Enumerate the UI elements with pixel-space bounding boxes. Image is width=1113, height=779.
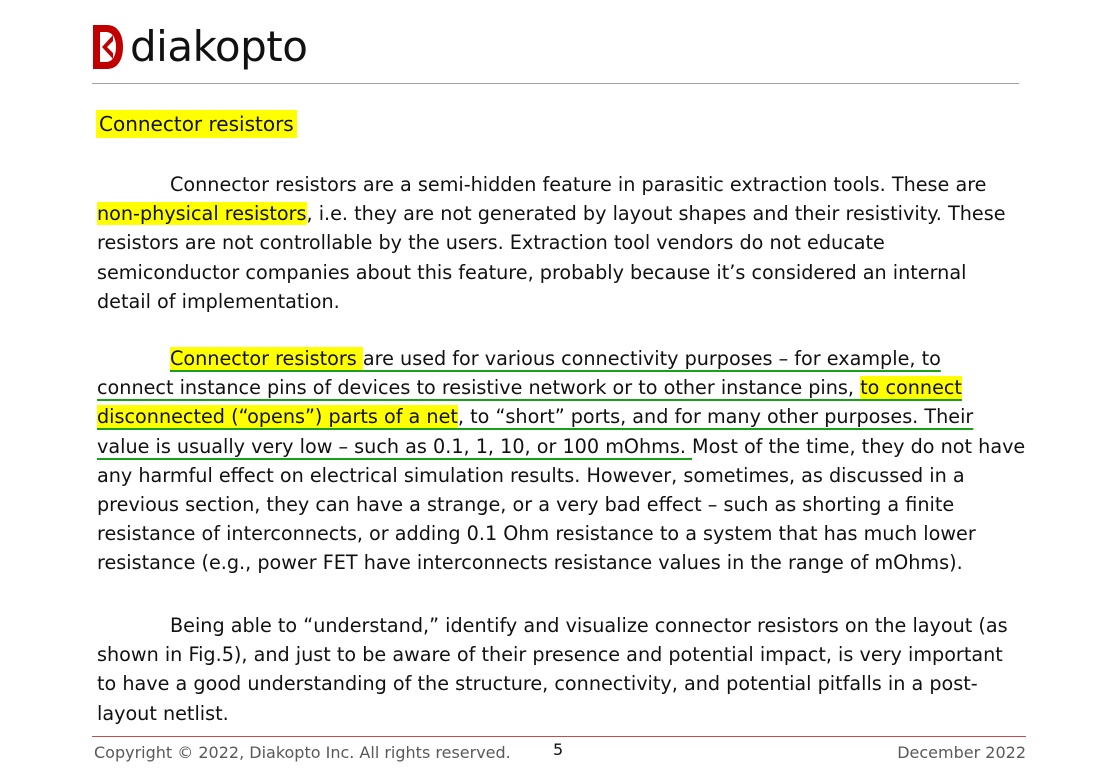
underlined-text: connect instance pins of devices to resistive network or to other instance pins, bbox=[97, 376, 861, 400]
underlined-text: , to “short” ports, and for many other purposes. Their bbox=[457, 405, 974, 429]
text-line: resistance of interconnects, or adding 0.1 Ohm resistance to a system that has much lower bbox=[97, 522, 976, 546]
header bbox=[90, 22, 307, 72]
text-line bbox=[97, 432, 1032, 461]
header-divider bbox=[92, 83, 1019, 84]
paragraph-3 bbox=[97, 611, 1032, 728]
paragraph-2 bbox=[97, 344, 1032, 578]
highlighted-underlined-text: to connect bbox=[860, 376, 962, 400]
text-line: detail of implementation. bbox=[97, 289, 340, 313]
text-line bbox=[97, 402, 1032, 431]
footer-date: December 2022 bbox=[897, 743, 1026, 762]
text-line: previous section, they can have a strange, or a very bad effect – such as shorting a finite bbox=[97, 492, 955, 516]
paragraph-1 bbox=[97, 170, 1032, 316]
underlined-text: are used for various connectivity purposes – for example, to bbox=[362, 347, 941, 370]
footer-copyright: Copyright © 2022, Diakopto Inc. All rights reserved. bbox=[94, 743, 511, 762]
text-line: resistance (e.g., power FET have interconnects resistance values in the range of mOhms). bbox=[97, 551, 963, 575]
text-line: shown in Fig.5), and just to be aware of their presence and potential impact, is very important bbox=[97, 643, 1003, 667]
highlighted-underlined-text: disconnected (“opens”) parts of a net bbox=[97, 405, 458, 429]
underlined-text: value is usually very low – such as 0.1, 1, 10, or 100 mOhms. bbox=[97, 434, 693, 458]
page-number: 5 bbox=[553, 740, 564, 759]
text-line bbox=[97, 373, 1032, 402]
text-line: Connector resistors are a semi-hidden feature in parasitic extraction tools. These are bbox=[170, 173, 987, 196]
text-line: semiconductor companies about this feature, probably because it’s considered an internal bbox=[97, 260, 967, 284]
highlighted-underlined-text: Connector resistors bbox=[170, 347, 363, 370]
highlighted-text: non-physical resistors bbox=[97, 202, 307, 226]
text-line: any harmful effect on electrical simulation results. However, sometimes, as discussed in a bbox=[97, 463, 965, 487]
section-title: Connector resistors bbox=[96, 110, 297, 138]
text-line: layout netlist. bbox=[97, 701, 229, 725]
text-line bbox=[97, 344, 1032, 373]
text-line: resistors are not controllable by the users. Extraction tool vendors do not educate bbox=[97, 231, 885, 255]
text-line: Being able to “understand,” identify and visualize connector resistors on the layout (as bbox=[170, 614, 1008, 637]
text-span: Most of the time, they do not have bbox=[692, 434, 1026, 458]
footer-divider bbox=[92, 736, 1026, 737]
text-span: , i.e. they are not generated by layout shapes and their resistivity. These bbox=[306, 202, 1006, 226]
diakopto-logo-icon bbox=[90, 23, 124, 71]
logo-text: diakopto bbox=[130, 22, 308, 71]
text-line bbox=[97, 199, 1032, 228]
text-line: to have a good understanding of the structure, connectivity, and potential pitfalls in a post- bbox=[97, 672, 978, 696]
